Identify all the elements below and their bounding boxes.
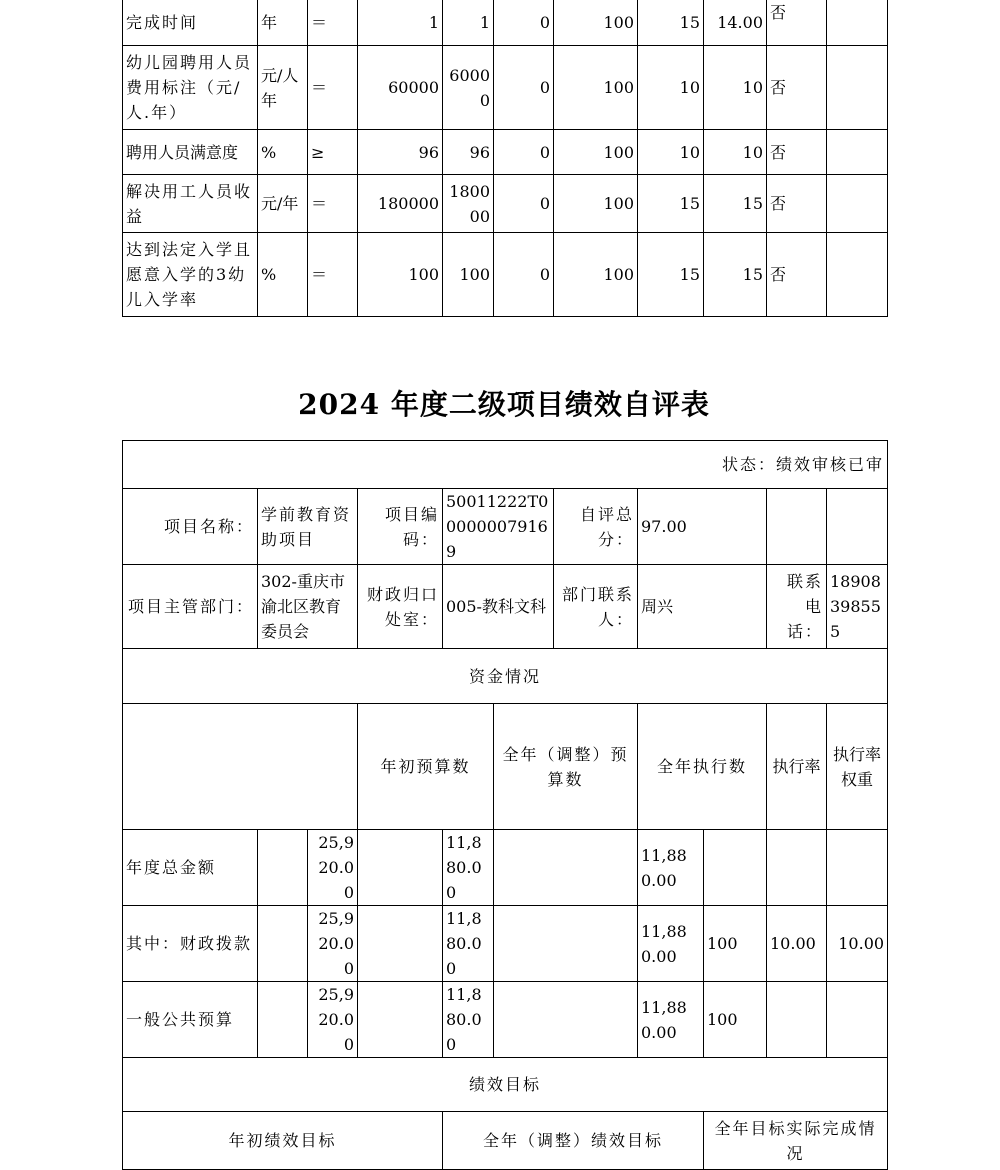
dept-label: 项目主管部门： [123, 565, 258, 649]
indicator-score: 14.00 [704, 0, 767, 46]
fund-score: 10.00 [827, 906, 888, 982]
table-row [123, 46, 888, 130]
indicator-target: 60000 [358, 46, 443, 130]
self-score: 97.00 [638, 489, 767, 565]
indicator-actual: 60000 [443, 46, 494, 130]
project-code: 50011222T000000079169 [443, 489, 554, 565]
indicator-table [122, 0, 888, 317]
indicator-actual: 1 [443, 0, 494, 46]
indicator-operator: ＝ [308, 46, 358, 130]
indicator-target: 180000 [358, 175, 443, 233]
indicator-flag: 否 [767, 175, 827, 233]
indicator-col6: 0 [494, 130, 554, 175]
project-code-label: 项目编码： [358, 489, 443, 565]
indicator-unit: 元/年 [258, 175, 308, 233]
fund-weight [767, 982, 827, 1058]
indicator-name: 达到法定入学且愿意入学的3幼儿入学率 [123, 233, 258, 317]
page-title: 2024 年度二级项目绩效自评表 [298, 388, 710, 421]
indicator-target: 96 [358, 130, 443, 175]
fund-initial: 25,920.00 [308, 982, 358, 1058]
col-initial-budget: 年初预算数 [358, 704, 494, 830]
indicator-operator: ≥ [308, 130, 358, 175]
indicator-unit: % [258, 130, 308, 175]
table-row [123, 830, 888, 906]
indicator-weight: 15 [638, 175, 704, 233]
fund-rate: 100 [704, 982, 767, 1058]
indicator-col7: 100 [554, 233, 638, 317]
contact-value: 周兴 [638, 565, 767, 649]
indicator-col6: 0 [494, 46, 554, 130]
fund-adjusted: 11,880.00 [443, 830, 494, 906]
indicator-col6: 0 [494, 175, 554, 233]
indicator-col6: 0 [494, 0, 554, 46]
table-row [123, 906, 888, 982]
fund-label: 年度总金额 [123, 830, 258, 906]
fund-label: 一般公共预算 [123, 982, 258, 1058]
indicator-col7: 100 [554, 0, 638, 46]
evaluation-form [122, 440, 888, 1170]
self-score-label: 自评总分： [554, 489, 638, 565]
indicator-score: 10 [704, 46, 767, 130]
fund-label: 其中：财政拨款 [123, 906, 258, 982]
indicator-col7: 100 [554, 175, 638, 233]
indicator-name: 聘用人员满意度 [123, 130, 258, 175]
goals-header: 绩效目标 [123, 1058, 888, 1112]
indicator-name: 解决用工人员收益 [123, 175, 258, 233]
indicator-target: 100 [358, 233, 443, 317]
fund-rate: 100 [704, 906, 767, 982]
indicator-operator: ＝ [308, 175, 358, 233]
indicator-flag: 否 [767, 0, 827, 46]
indicator-col6: 0 [494, 233, 554, 317]
col-adjusted-budget: 全年（调整）预算数 [494, 704, 638, 830]
indicator-weight: 15 [638, 233, 704, 317]
fund-exec: 11,880.00 [638, 906, 704, 982]
table-row [123, 0, 888, 46]
indicator-actual: 180000 [443, 175, 494, 233]
phone-value: 18908398555 [827, 565, 888, 649]
goal-adjusted-header: 全年（调整）绩效目标 [443, 1112, 704, 1170]
dept-value: 302-重庆市渝北区教育委员会 [258, 565, 358, 649]
indicator-col7: 100 [554, 130, 638, 175]
contact-label: 部门联系人： [554, 565, 638, 649]
funds-header: 资金情况 [123, 649, 888, 704]
fund-weight [767, 830, 827, 906]
indicator-unit: 年 [258, 0, 308, 46]
col-weight: 执行率权重 [827, 704, 888, 830]
fund-weight: 10.00 [767, 906, 827, 982]
fund-score [827, 830, 888, 906]
indicator-flag: 否 [767, 46, 827, 130]
col-execution: 全年执行数 [638, 704, 767, 830]
goal-actual-header: 全年目标实际完成情况 [704, 1112, 888, 1170]
phone-label: 联系电话： [767, 565, 827, 649]
indicator-flag: 否 [767, 130, 827, 175]
indicator-weight: 10 [638, 130, 704, 175]
indicator-col7: 100 [554, 46, 638, 130]
table-row [123, 130, 888, 175]
status-text: 状态：绩效审核已审 [123, 441, 888, 489]
fund-exec: 11,880.00 [638, 982, 704, 1058]
indicator-name: 完成时间 [123, 0, 258, 46]
goal-initial-header: 年初绩效目标 [123, 1112, 443, 1170]
project-name-label: 项目名称： [123, 489, 258, 565]
finance-label: 财政归口处室： [358, 565, 443, 649]
fund-initial: 25,920.00 [308, 906, 358, 982]
table-row [123, 982, 888, 1058]
indicator-operator: ＝ [308, 233, 358, 317]
indicator-score: 10 [704, 130, 767, 175]
indicator-weight: 15 [638, 0, 704, 46]
project-name: 学前教育资助项目 [258, 489, 358, 565]
col-rate: 执行率 [767, 704, 827, 830]
finance-value: 005-教科文科 [443, 565, 554, 649]
table-row [123, 233, 888, 317]
table-row [123, 175, 888, 233]
indicator-unit: 元/人年 [258, 46, 308, 130]
indicator-target: 1 [358, 0, 443, 46]
indicator-name: 幼儿园聘用人员费用标注（元/人.年） [123, 46, 258, 130]
fund-score [827, 982, 888, 1058]
indicator-actual: 96 [443, 130, 494, 175]
indicator-operator: ＝ [308, 0, 358, 46]
indicator-weight: 10 [638, 46, 704, 130]
fund-initial: 25,920.00 [308, 830, 358, 906]
fund-adjusted: 11,880.00 [443, 906, 494, 982]
indicator-actual: 100 [443, 233, 494, 317]
fund-rate [704, 830, 767, 906]
fund-adjusted: 11,880.00 [443, 982, 494, 1058]
indicator-unit: % [258, 233, 308, 317]
fund-exec: 11,880.00 [638, 830, 704, 906]
indicator-flag: 否 [767, 233, 827, 317]
indicator-score: 15 [704, 175, 767, 233]
indicator-score: 15 [704, 233, 767, 317]
